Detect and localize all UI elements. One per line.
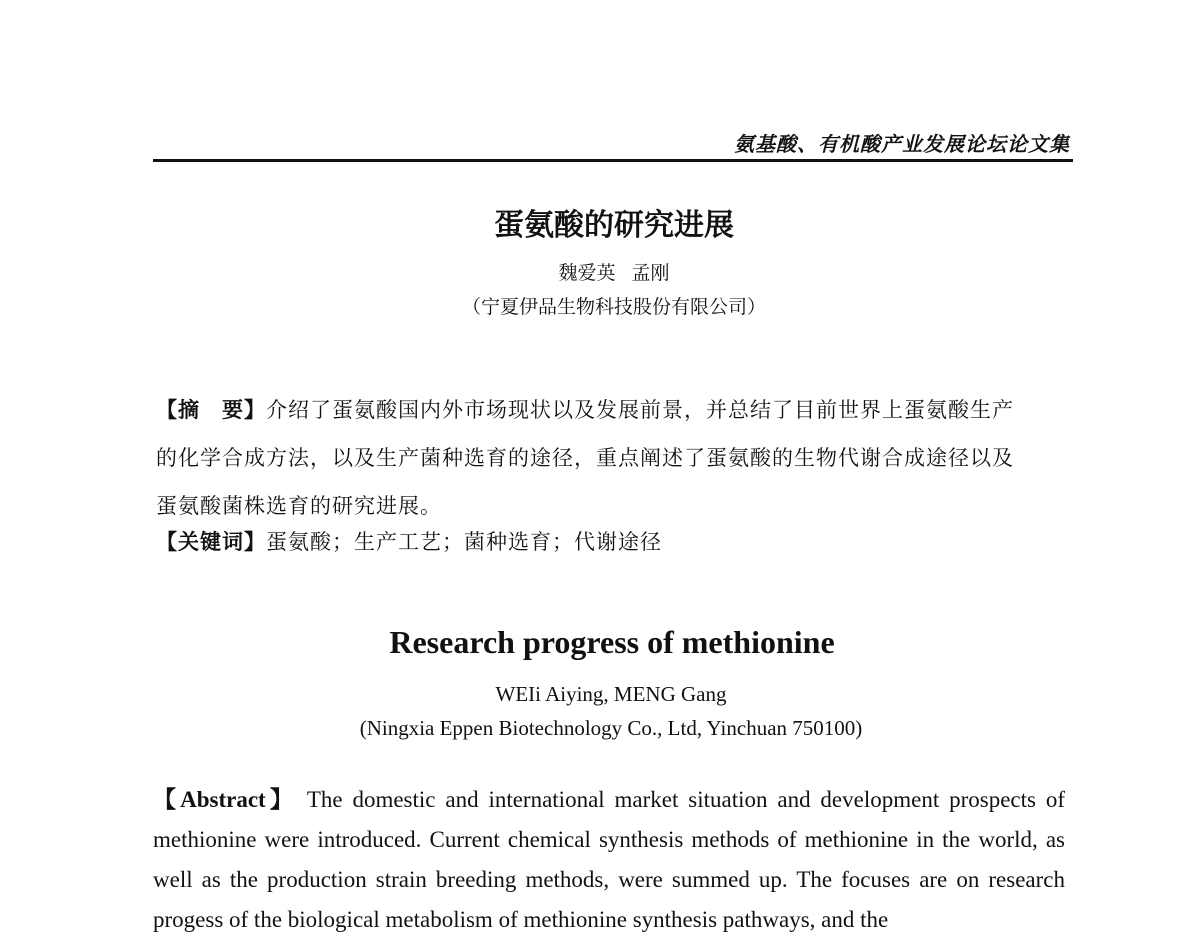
english-abstract-label: 【Abstract】 [153,787,297,812]
chinese-abstract-label: 【摘 要】 [156,398,266,422]
running-header: 氨基酸、有机酸产业发展论坛论文集 [734,132,1070,156]
chinese-keywords-label: 【关键词】 [156,530,266,554]
english-authors: WEIi Aiying, MENG Gang [495,682,727,706]
chinese-keywords [156,522,1031,562]
english-title: Research progress of methionine [389,624,835,660]
english-affiliation: (Ningxia Eppen Biotechnology Co., Ltd, Yinchuan 750100) [359,716,863,740]
chinese-abstract-text: 介绍了蛋氨酸国内外市场现状以及发展前景，并总结了目前世界上蛋氨酸生产的化学合成方法，以及生产菌种选育的途径，重点阐述了蛋氨酸的生物代谢合成途径以及蛋氨酸菌株选育的研究进展。 [156,398,1014,518]
english-abstract-text: The domestic and international market situation and development prospects of methionine were introduced. Current chemical synthesis methods of methionine in the world, as well as the production strain breeding methods, were summed up. The focuses are on research progess of the biological metabolism of methionine synthesis pathways, and the [153,787,1065,932]
chinese-authors: 魏爱英 孟刚 [558,262,670,284]
chinese-abstract [156,386,1031,530]
english-abstract [153,780,1065,940]
chinese-title: 蛋氨酸的研究进展 [494,208,734,243]
header-rule [153,159,1073,162]
chinese-affiliation: （宁夏伊品生物科技股份有限公司） [461,296,766,318]
chinese-keywords-text: 蛋氨酸；生产工艺；菌种选育；代谢途径 [266,530,662,554]
